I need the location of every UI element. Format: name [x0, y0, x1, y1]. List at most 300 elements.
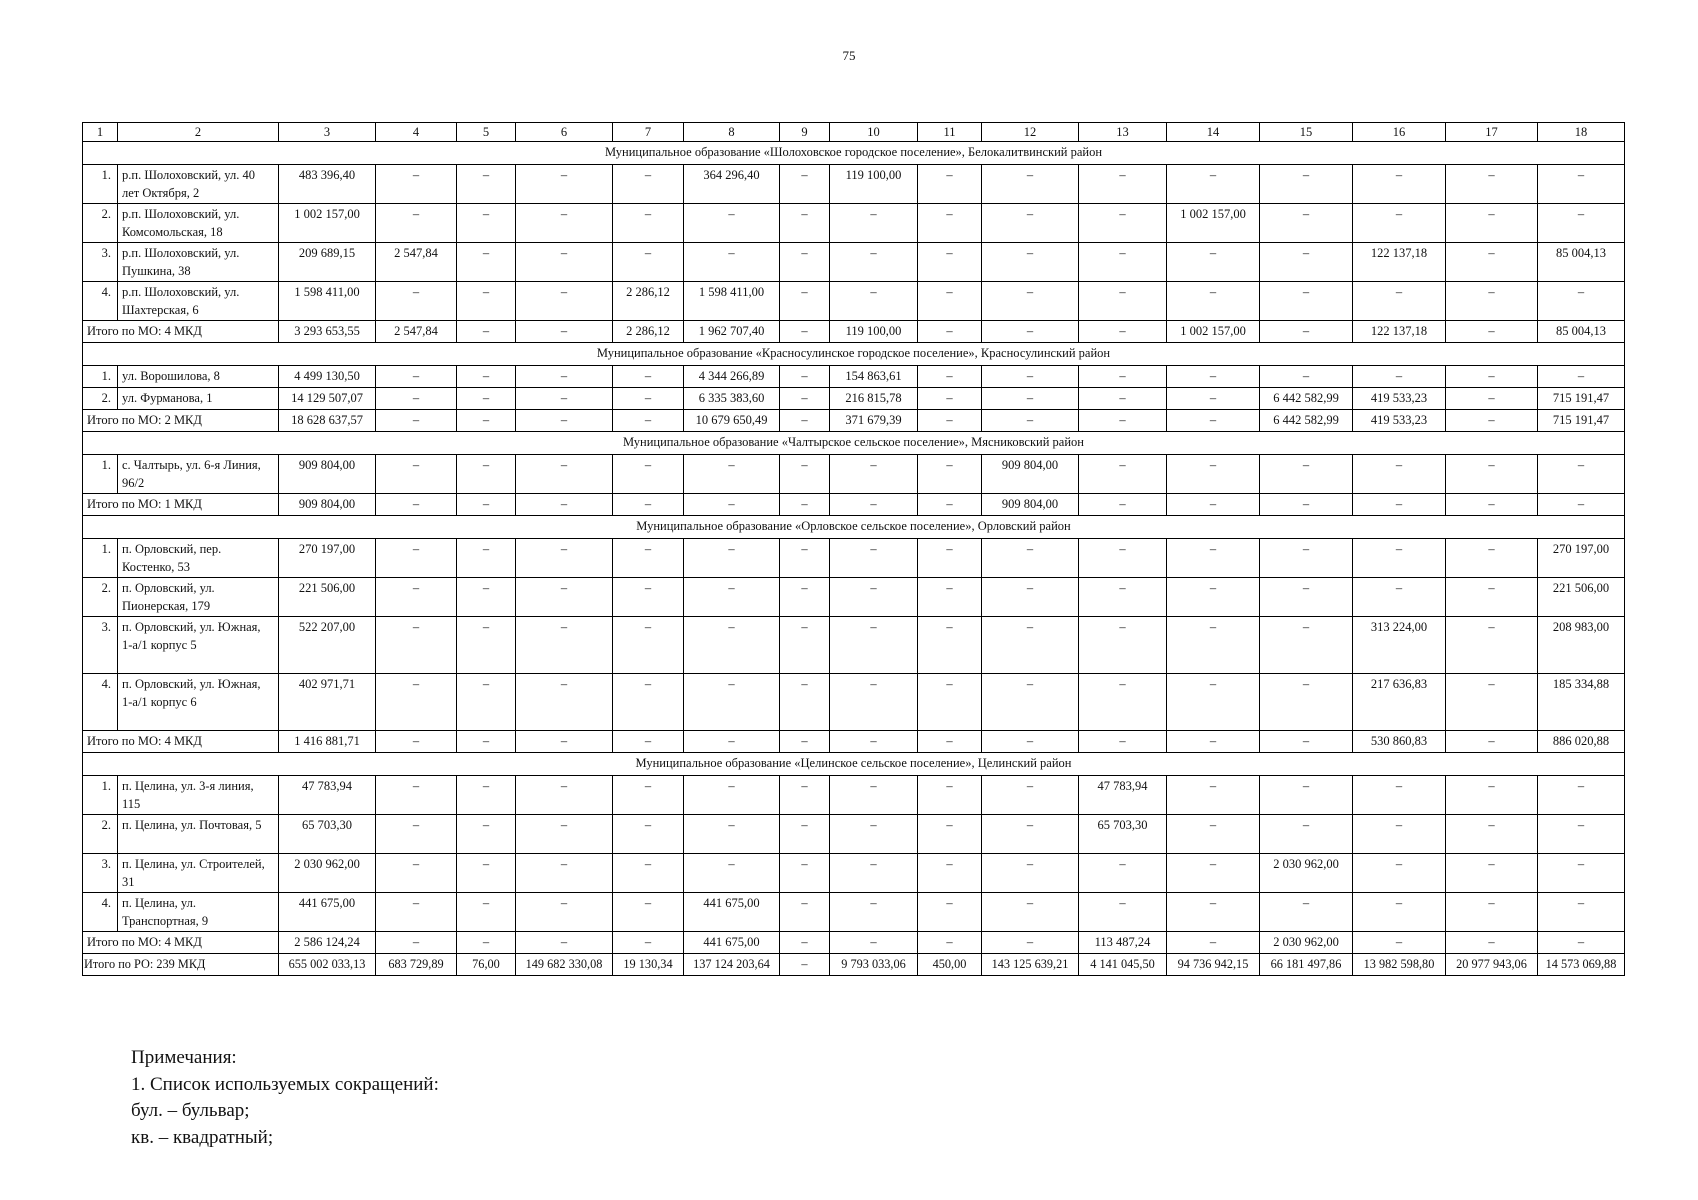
amount-cell: –: [457, 617, 516, 674]
amount-cell: –: [982, 578, 1079, 617]
row-number: 2.: [83, 204, 118, 243]
amount-cell: 1 002 157,00: [279, 204, 376, 243]
address-cell: р.п. Шолоховский, ул. Пушкина, 38: [118, 243, 279, 282]
address-cell: с. Чалтырь, ул. 6-я Линия, 96/2: [118, 455, 279, 494]
amount-cell: –: [1079, 617, 1167, 674]
amount-cell: –: [1167, 617, 1260, 674]
amount-cell: –: [830, 731, 918, 753]
municipality-total-row: [83, 321, 1625, 343]
amount-cell: –: [613, 932, 684, 954]
amount-cell: –: [376, 731, 457, 753]
amount-cell: 216 815,78: [830, 388, 918, 410]
amount-cell: –: [1260, 321, 1353, 343]
amount-cell: –: [1446, 674, 1538, 731]
amount-cell: –: [613, 366, 684, 388]
amount-cell: –: [1446, 388, 1538, 410]
amount-cell: 270 197,00: [1538, 539, 1625, 578]
amount-cell: 2 547,84: [376, 243, 457, 282]
amount-cell: –: [918, 815, 982, 854]
amount-cell: 85 004,13: [1538, 321, 1625, 343]
amount-cell: –: [376, 539, 457, 578]
amount-cell: –: [1538, 366, 1625, 388]
amount-cell: –: [613, 243, 684, 282]
column-number-header: 8: [684, 123, 780, 142]
amount-cell: –: [1260, 893, 1353, 932]
amount-cell: –: [830, 578, 918, 617]
amount-cell: –: [1538, 455, 1625, 494]
column-number-header: 1: [83, 123, 118, 142]
table-row: [83, 674, 1625, 731]
amount-cell: –: [1167, 165, 1260, 204]
amount-cell: –: [376, 578, 457, 617]
amount-cell: 6 335 383,60: [684, 388, 780, 410]
amount-cell: –: [1446, 410, 1538, 432]
address-cell: п. Целина, ул. Строителей, 31: [118, 854, 279, 893]
amount-cell: –: [918, 932, 982, 954]
amount-cell: –: [1353, 776, 1446, 815]
amount-cell: –: [830, 243, 918, 282]
amount-cell: –: [613, 854, 684, 893]
total-label: Итого по МО: 4 МКД: [83, 932, 279, 954]
amount-cell: –: [613, 455, 684, 494]
amount-cell: 76,00: [457, 954, 516, 976]
amount-cell: –: [1260, 455, 1353, 494]
row-number: 1.: [83, 539, 118, 578]
amount-cell: –: [1446, 204, 1538, 243]
notes-title: Примечания:: [131, 1047, 237, 1068]
amount-cell: 655 002 033,13: [279, 954, 376, 976]
amount-cell: –: [1353, 539, 1446, 578]
amount-cell: –: [613, 815, 684, 854]
amount-cell: –: [516, 165, 613, 204]
amount-cell: 1 416 881,71: [279, 731, 376, 753]
column-number-header: 14: [1167, 123, 1260, 142]
amount-cell: –: [780, 321, 830, 343]
amount-cell: –: [982, 854, 1079, 893]
address-cell: п. Целина, ул. 3-я линия, 115: [118, 776, 279, 815]
grand-total-row: [83, 954, 1625, 976]
amount-cell: 483 396,40: [279, 165, 376, 204]
amount-cell: –: [1167, 854, 1260, 893]
amount-cell: –: [1167, 455, 1260, 494]
amount-cell: –: [1260, 617, 1353, 674]
amount-cell: –: [1079, 321, 1167, 343]
amount-cell: –: [1167, 731, 1260, 753]
amount-cell: 441 675,00: [684, 932, 780, 954]
column-number-header: 15: [1260, 123, 1353, 142]
amount-cell: 65 703,30: [279, 815, 376, 854]
amount-cell: 2 030 962,00: [1260, 932, 1353, 954]
table-row: [83, 204, 1625, 243]
amount-cell: –: [982, 776, 1079, 815]
amount-cell: 185 334,88: [1538, 674, 1625, 731]
address-cell: п. Орловский, ул. Южная, 1-а/1 корпус 6: [118, 674, 279, 731]
address-cell: ул. Ворошилова, 8: [118, 366, 279, 388]
amount-cell: 909 804,00: [279, 494, 376, 516]
amount-cell: –: [376, 893, 457, 932]
amount-cell: –: [982, 243, 1079, 282]
amount-cell: –: [376, 494, 457, 516]
amount-cell: –: [918, 388, 982, 410]
amount-cell: –: [684, 494, 780, 516]
amount-cell: –: [1353, 282, 1446, 321]
amount-cell: –: [982, 204, 1079, 243]
amount-cell: –: [376, 617, 457, 674]
amount-cell: –: [1079, 674, 1167, 731]
amount-cell: –: [780, 617, 830, 674]
total-label: Итого по МО: 1 МКД: [83, 494, 279, 516]
amount-cell: 221 506,00: [279, 578, 376, 617]
amount-cell: –: [1353, 165, 1446, 204]
amount-cell: –: [457, 455, 516, 494]
amount-cell: –: [780, 854, 830, 893]
amount-cell: –: [457, 674, 516, 731]
amount-cell: –: [516, 578, 613, 617]
amount-cell: –: [830, 539, 918, 578]
column-number-header: 17: [1446, 123, 1538, 142]
amount-cell: –: [982, 366, 1079, 388]
notes-item-1: 1. Список используемых сокращений:: [131, 1073, 439, 1095]
municipality-section-row: [83, 753, 1625, 776]
table-body: [83, 123, 1625, 976]
amount-cell: –: [918, 204, 982, 243]
address-cell: п. Целина, ул. Транспортная, 9: [118, 893, 279, 932]
amount-cell: –: [457, 494, 516, 516]
amount-cell: –: [1260, 578, 1353, 617]
amount-cell: –: [1446, 815, 1538, 854]
amount-cell: –: [684, 731, 780, 753]
amount-cell: 909 804,00: [279, 455, 376, 494]
amount-cell: –: [376, 165, 457, 204]
amount-cell: –: [613, 578, 684, 617]
amount-cell: –: [918, 578, 982, 617]
amount-cell: –: [1079, 243, 1167, 282]
amount-cell: –: [918, 617, 982, 674]
amount-cell: 208 983,00: [1538, 617, 1625, 674]
municipality-section-row: [83, 432, 1625, 455]
amount-cell: –: [918, 674, 982, 731]
amount-cell: –: [780, 455, 830, 494]
amount-cell: –: [1079, 578, 1167, 617]
amount-cell: 1 598 411,00: [684, 282, 780, 321]
amount-cell: –: [1079, 388, 1167, 410]
amount-cell: –: [780, 410, 830, 432]
amount-cell: –: [613, 388, 684, 410]
amount-cell: 119 100,00: [830, 321, 918, 343]
amount-cell: –: [613, 410, 684, 432]
amount-cell: –: [1167, 494, 1260, 516]
amount-cell: –: [1167, 776, 1260, 815]
amount-cell: –: [376, 815, 457, 854]
amount-cell: 364 296,40: [684, 165, 780, 204]
amount-cell: –: [457, 165, 516, 204]
amount-cell: –: [1079, 893, 1167, 932]
amount-cell: –: [457, 366, 516, 388]
amount-cell: –: [830, 282, 918, 321]
amount-cell: –: [516, 815, 613, 854]
amount-cell: –: [516, 674, 613, 731]
amount-cell: –: [1446, 893, 1538, 932]
amount-cell: 419 533,23: [1353, 410, 1446, 432]
amount-cell: 19 130,34: [613, 954, 684, 976]
amount-cell: –: [1079, 731, 1167, 753]
amount-cell: –: [457, 815, 516, 854]
table-row: [83, 815, 1625, 854]
address-cell: п. Целина, ул. Почтовая, 5: [118, 815, 279, 854]
column-number-header: 5: [457, 123, 516, 142]
amount-cell: –: [1167, 410, 1260, 432]
amount-cell: –: [918, 165, 982, 204]
amount-cell: 715 191,47: [1538, 388, 1625, 410]
table-row: [83, 617, 1625, 674]
amount-cell: –: [516, 455, 613, 494]
amount-cell: 270 197,00: [279, 539, 376, 578]
amount-cell: –: [780, 578, 830, 617]
amount-cell: –: [982, 410, 1079, 432]
municipality-total-row: [83, 932, 1625, 954]
amount-cell: –: [1538, 204, 1625, 243]
amount-cell: –: [1260, 674, 1353, 731]
municipality-title: Муниципальное образование «Красносулинское городское поселение», Красносулинский район: [83, 343, 1625, 366]
abbreviation-line: кв. – квадратный;: [131, 1126, 274, 1148]
amount-cell: 14 573 069,88: [1538, 954, 1625, 976]
amount-cell: –: [1538, 815, 1625, 854]
amount-cell: –: [982, 674, 1079, 731]
amount-cell: –: [1353, 893, 1446, 932]
table-row: [83, 893, 1625, 932]
amount-cell: –: [516, 366, 613, 388]
amount-cell: –: [684, 854, 780, 893]
amount-cell: –: [457, 410, 516, 432]
amount-cell: –: [1260, 366, 1353, 388]
amount-cell: –: [918, 321, 982, 343]
amount-cell: –: [1446, 731, 1538, 753]
amount-cell: –: [376, 388, 457, 410]
amount-cell: –: [684, 455, 780, 494]
amount-cell: 3 293 653,55: [279, 321, 376, 343]
amount-cell: –: [780, 243, 830, 282]
amount-cell: –: [1079, 494, 1167, 516]
amount-cell: –: [613, 731, 684, 753]
column-number-header: 6: [516, 123, 613, 142]
amount-cell: 2 030 962,00: [1260, 854, 1353, 893]
amount-cell: –: [1538, 893, 1625, 932]
amount-cell: –: [516, 410, 613, 432]
amount-cell: –: [1353, 204, 1446, 243]
amount-cell: –: [376, 204, 457, 243]
amount-cell: –: [780, 776, 830, 815]
amount-cell: –: [1446, 321, 1538, 343]
amount-cell: 441 675,00: [279, 893, 376, 932]
amount-cell: –: [684, 674, 780, 731]
amount-cell: –: [1260, 731, 1353, 753]
address-cell: п. Орловский, ул. Южная, 1-а/1 корпус 5: [118, 617, 279, 674]
amount-cell: –: [1353, 494, 1446, 516]
amount-cell: 66 181 497,86: [1260, 954, 1353, 976]
amount-cell: 1 598 411,00: [279, 282, 376, 321]
amount-cell: –: [376, 776, 457, 815]
amount-cell: 1 002 157,00: [1167, 321, 1260, 343]
column-number-header: 3: [279, 123, 376, 142]
amount-cell: –: [1079, 455, 1167, 494]
amount-cell: 530 860,83: [1353, 731, 1446, 753]
amount-cell: –: [376, 854, 457, 893]
table-row: [83, 243, 1625, 282]
amount-cell: 4 344 266,89: [684, 366, 780, 388]
amount-cell: –: [457, 243, 516, 282]
amount-cell: –: [457, 893, 516, 932]
municipality-title: Муниципальное образование «Чалтырское сельское поселение», Мясниковский район: [83, 432, 1625, 455]
table-row: [83, 455, 1625, 494]
amount-cell: –: [1167, 388, 1260, 410]
amount-cell: –: [613, 674, 684, 731]
amount-cell: –: [1260, 776, 1353, 815]
amount-cell: –: [1538, 165, 1625, 204]
amount-cell: 522 207,00: [279, 617, 376, 674]
amount-cell: 1 962 707,40: [684, 321, 780, 343]
amount-cell: –: [457, 204, 516, 243]
amount-cell: 909 804,00: [982, 455, 1079, 494]
amount-cell: –: [1446, 617, 1538, 674]
amount-cell: –: [1260, 204, 1353, 243]
amount-cell: –: [780, 954, 830, 976]
amount-cell: –: [1079, 204, 1167, 243]
amount-cell: –: [1167, 243, 1260, 282]
amount-cell: –: [1353, 455, 1446, 494]
amount-cell: –: [780, 932, 830, 954]
amount-cell: –: [1538, 776, 1625, 815]
amount-cell: –: [613, 893, 684, 932]
amount-cell: –: [1260, 494, 1353, 516]
amount-cell: 909 804,00: [982, 494, 1079, 516]
amount-cell: –: [684, 204, 780, 243]
row-number: 2.: [83, 815, 118, 854]
amount-cell: 154 863,61: [830, 366, 918, 388]
table-row: [83, 776, 1625, 815]
row-number: 4.: [83, 674, 118, 731]
notes-block: [131, 1045, 439, 1151]
amount-cell: –: [780, 731, 830, 753]
amount-cell: –: [1167, 366, 1260, 388]
total-label: Итого по МО: 2 МКД: [83, 410, 279, 432]
column-number-header: 10: [830, 123, 918, 142]
amount-cell: –: [1353, 815, 1446, 854]
amount-cell: –: [918, 854, 982, 893]
amount-cell: –: [613, 494, 684, 516]
column-number-header: 12: [982, 123, 1079, 142]
amount-cell: 2 286,12: [613, 282, 684, 321]
amount-cell: –: [516, 893, 613, 932]
amount-cell: –: [918, 282, 982, 321]
amount-cell: –: [516, 539, 613, 578]
column-number-header: 2: [118, 123, 279, 142]
amount-cell: –: [613, 539, 684, 578]
amount-cell: –: [830, 815, 918, 854]
amount-cell: –: [918, 776, 982, 815]
amount-cell: –: [830, 854, 918, 893]
amount-cell: –: [684, 243, 780, 282]
amount-cell: –: [684, 578, 780, 617]
amount-cell: –: [1260, 815, 1353, 854]
municipality-section-row: [83, 516, 1625, 539]
table-row: [83, 539, 1625, 578]
amount-cell: –: [1260, 539, 1353, 578]
table-row: [83, 165, 1625, 204]
amount-cell: –: [1538, 494, 1625, 516]
amount-cell: –: [457, 539, 516, 578]
amount-cell: 209 689,15: [279, 243, 376, 282]
amount-cell: –: [516, 854, 613, 893]
column-number-header: 13: [1079, 123, 1167, 142]
amount-cell: 1 002 157,00: [1167, 204, 1260, 243]
amount-cell: 2 547,84: [376, 321, 457, 343]
amount-cell: –: [684, 539, 780, 578]
amount-cell: –: [1167, 578, 1260, 617]
amount-cell: –: [1446, 165, 1538, 204]
amount-cell: 221 506,00: [1538, 578, 1625, 617]
amount-cell: –: [1167, 539, 1260, 578]
amount-cell: –: [1079, 410, 1167, 432]
amount-cell: –: [780, 674, 830, 731]
amount-cell: –: [780, 893, 830, 932]
amount-cell: –: [684, 617, 780, 674]
amount-cell: –: [918, 366, 982, 388]
amount-cell: –: [830, 932, 918, 954]
amount-cell: –: [780, 366, 830, 388]
mkd-funding-table: [82, 122, 1625, 976]
amount-cell: 94 736 942,15: [1167, 954, 1260, 976]
table-row: [83, 282, 1625, 321]
address-cell: р.п. Шолоховский, ул. Шахтерская, 6: [118, 282, 279, 321]
amount-cell: –: [376, 366, 457, 388]
amount-cell: 122 137,18: [1353, 243, 1446, 282]
amount-cell: –: [516, 204, 613, 243]
amount-cell: –: [982, 282, 1079, 321]
amount-cell: –: [1446, 539, 1538, 578]
amount-cell: –: [1079, 854, 1167, 893]
page-number: 75: [842, 48, 856, 63]
amount-cell: –: [1446, 578, 1538, 617]
amount-cell: –: [1167, 932, 1260, 954]
amount-cell: –: [1446, 494, 1538, 516]
amount-cell: –: [780, 539, 830, 578]
column-number-header: 11: [918, 123, 982, 142]
amount-cell: 2 030 962,00: [279, 854, 376, 893]
amount-cell: –: [982, 539, 1079, 578]
municipality-total-row: [83, 494, 1625, 516]
amount-cell: 14 129 507,07: [279, 388, 376, 410]
column-number-row: [83, 123, 1625, 142]
amount-cell: 6 442 582,99: [1260, 388, 1353, 410]
amount-cell: –: [830, 494, 918, 516]
amount-cell: –: [1446, 366, 1538, 388]
amount-cell: –: [516, 388, 613, 410]
amount-cell: 18 628 637,57: [279, 410, 376, 432]
amount-cell: –: [918, 243, 982, 282]
address-cell: р.п. Шолоховский, ул. Комсомольская, 18: [118, 204, 279, 243]
amount-cell: –: [1538, 282, 1625, 321]
amount-cell: –: [1079, 282, 1167, 321]
amount-cell: 47 783,94: [279, 776, 376, 815]
amount-cell: –: [1167, 282, 1260, 321]
municipality-total-row: [83, 410, 1625, 432]
amount-cell: –: [516, 243, 613, 282]
amount-cell: –: [918, 494, 982, 516]
amount-cell: 6 442 582,99: [1260, 410, 1353, 432]
amount-cell: 2 586 124,24: [279, 932, 376, 954]
amount-cell: –: [1167, 674, 1260, 731]
amount-cell: –: [457, 321, 516, 343]
